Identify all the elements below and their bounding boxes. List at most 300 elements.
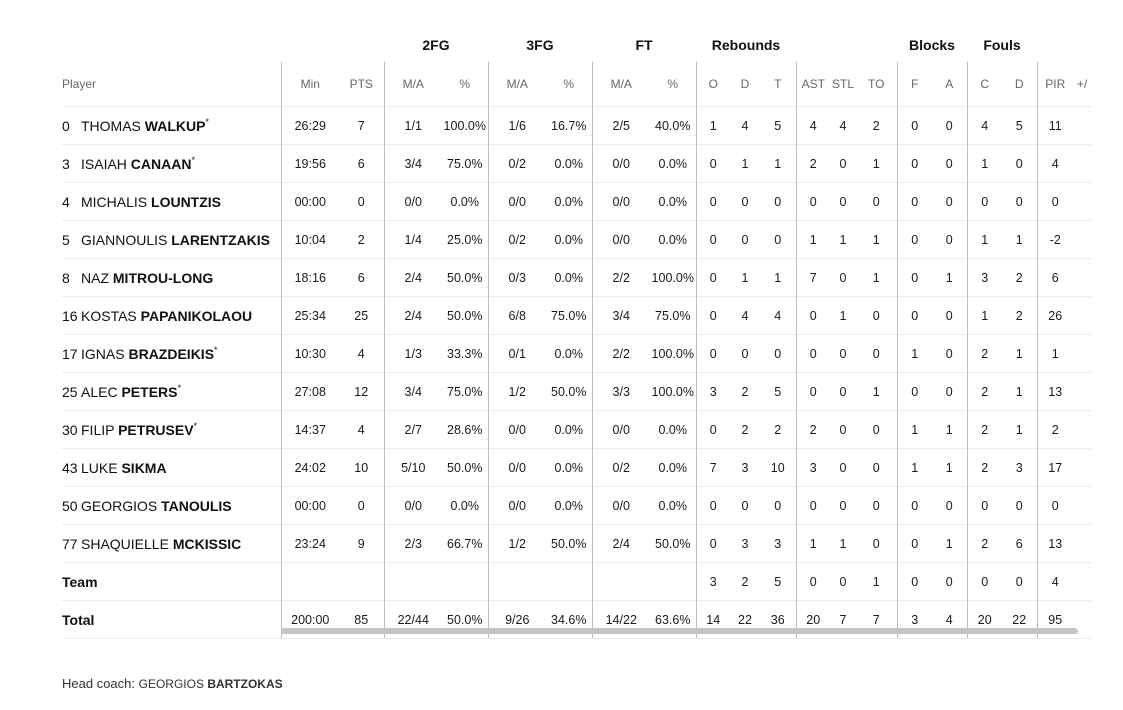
cell-3fg-pct: 0.0% [546, 259, 592, 297]
cell-ast: 0 [796, 183, 830, 221]
col-stl[interactable]: STL [831, 77, 854, 91]
cell-2fg-ma: 22/44 [384, 601, 442, 639]
cell-foul-c: 2 [967, 335, 1002, 373]
cell-ast: 3 [796, 449, 830, 487]
cell-ast: 2 [796, 411, 830, 449]
cell-ft-ma: 0/0 [592, 221, 650, 259]
col-pir[interactable]: PIR [1037, 62, 1073, 107]
cell-3fg-ma: 6/8 [488, 297, 546, 335]
team-row [62, 563, 1091, 601]
table-row [62, 183, 1091, 221]
cell-blk-a: 0 [932, 297, 967, 335]
cell-foul-c: 2 [967, 449, 1002, 487]
group-fouls: Fouls [983, 37, 1021, 53]
cell-blk-f: 1 [897, 411, 932, 449]
group-2fg: 2FG [422, 37, 450, 53]
cell-blk-f: 0 [897, 373, 932, 411]
player-name-link[interactable] [81, 118, 205, 134]
cell-plus-minus [1073, 221, 1091, 259]
player-cell [62, 449, 281, 487]
cell-blk-a: 0 [932, 221, 967, 259]
cell-pts: 85 [339, 601, 384, 639]
cell-ft-pct: 0.0% [650, 183, 696, 221]
col-plus-minus[interactable]: +/ [1076, 77, 1088, 91]
player-last-name: PAPANIKOLAOU [140, 307, 253, 324]
cell-2fg-pct: 0.0% [442, 183, 488, 221]
cell-reb-t: 5 [760, 107, 796, 145]
cell-reb-o: 0 [696, 297, 730, 335]
player-last-name: PETERS [121, 383, 178, 400]
player-last-name: LOUNTZIS [151, 193, 222, 210]
cell-ft-pct: 100.0% [650, 335, 696, 373]
starter-marker: * [191, 154, 195, 165]
cell-ft-ma: 14/22 [592, 601, 650, 639]
cell-foul-c: 1 [967, 297, 1002, 335]
player-cell [62, 107, 281, 145]
cell-2fg-ma: 3/4 [384, 145, 442, 183]
cell-2fg-ma: 1/3 [384, 335, 442, 373]
cell-3fg-pct: 0.0% [546, 449, 592, 487]
cell-reb-t: 3 [760, 525, 796, 563]
cell-plus-minus [1073, 297, 1091, 335]
cell-ast: 20 [796, 601, 830, 639]
cell-pts: 6 [339, 259, 384, 297]
cell-plus-minus [1073, 145, 1091, 183]
table-row [62, 297, 1091, 335]
cell-plus-minus [1073, 487, 1091, 525]
col-pts[interactable]: PTS [349, 77, 373, 91]
cell-reb-d: 3 [730, 525, 760, 563]
cell-ast: 2 [796, 145, 830, 183]
cell-3fg-ma: 0/0 [488, 487, 546, 525]
cell-2fg-pct [442, 563, 488, 601]
col-player[interactable]: Player [62, 77, 97, 91]
player-cell [62, 525, 281, 563]
cell-pts: 6 [339, 145, 384, 183]
player-rows [62, 107, 1091, 639]
cell-to: 0 [856, 297, 897, 335]
cell-reb-d: 1 [730, 259, 760, 297]
player-cell [62, 259, 281, 297]
cell-stl: 0 [830, 411, 856, 449]
col-reb-o[interactable]: O [696, 62, 730, 107]
cell-ast: 0 [796, 373, 830, 411]
cell-blk-a: 0 [932, 145, 967, 183]
cell-foul-c: 0 [967, 487, 1002, 525]
cell-stl: 1 [830, 525, 856, 563]
cell-stl: 4 [830, 107, 856, 145]
cell-pts: 9 [339, 525, 384, 563]
cell-3fg-ma: 0/2 [488, 221, 546, 259]
horizontal-scrollbar[interactable] [281, 628, 1078, 634]
col-foul-c[interactable]: C [967, 62, 1002, 107]
cell-min: 14:37 [281, 411, 339, 449]
cell-pir: 13 [1037, 373, 1073, 411]
cell-blk-f: 0 [897, 525, 932, 563]
cell-stl: 1 [830, 297, 856, 335]
col-2fg-pct[interactable]: % [459, 77, 471, 91]
cell-to: 0 [856, 183, 897, 221]
cell-reb-t: 1 [760, 259, 796, 297]
cell-2fg-ma: 2/4 [384, 297, 442, 335]
col-3fg-ma[interactable]: M/A [488, 62, 546, 107]
cell-pts: 10 [339, 449, 384, 487]
cell-reb-t: 4 [760, 297, 796, 335]
cell-3fg-pct: 0.0% [546, 335, 592, 373]
cell-reb-d: 0 [730, 221, 760, 259]
cell-ft-ma: 2/2 [592, 259, 650, 297]
cell-pts: 0 [339, 183, 384, 221]
player-number: 3 [62, 155, 70, 172]
player-first-name: IGNAS [81, 345, 125, 362]
col-ft-pct[interactable]: % [667, 77, 679, 91]
cell-ft-pct: 0.0% [650, 145, 696, 183]
player-first-name: SHAQUIELLE [81, 535, 169, 552]
table-row [62, 487, 1091, 525]
cell-ft-pct: 100.0% [650, 373, 696, 411]
starter-marker: * [214, 344, 218, 355]
cell-to: 0 [856, 525, 897, 563]
cell-reb-t: 5 [760, 563, 796, 601]
cell-foul-c: 4 [967, 107, 1002, 145]
cell-3fg-pct: 34.6% [546, 601, 592, 639]
cell-reb-t: 0 [760, 183, 796, 221]
column-header-row [62, 62, 1091, 107]
player-first-name: GIANNOULIS [81, 231, 168, 248]
player-name-link[interactable] [81, 156, 191, 172]
cell-reb-d: 2 [730, 563, 760, 601]
group-empty [1037, 28, 1091, 62]
cell-blk-f: 0 [897, 145, 932, 183]
cell-reb-o: 0 [696, 487, 730, 525]
cell-reb-d: 22 [730, 601, 760, 639]
cell-min: 00:00 [281, 487, 339, 525]
player-number: 16 [62, 307, 78, 324]
cell-foul-c: 0 [967, 183, 1002, 221]
cell-pts: 0 [339, 487, 384, 525]
cell-3fg-ma: 1/2 [488, 373, 546, 411]
player-name-link[interactable] [81, 498, 232, 514]
cell-2fg-pct: 75.0% [442, 145, 488, 183]
cell-reb-d: 3 [730, 449, 760, 487]
cell-reb-d: 2 [730, 411, 760, 449]
cell-plus-minus [1073, 373, 1091, 411]
cell-stl: 0 [830, 183, 856, 221]
group-rebounds: Rebounds [711, 37, 781, 53]
table-row [62, 411, 1091, 449]
cell-foul-d: 1 [1002, 221, 1037, 259]
cell-3fg-ma: 0/0 [488, 183, 546, 221]
cell-reb-o: 0 [696, 221, 730, 259]
cell-stl: 0 [830, 373, 856, 411]
player-first-name: ALEC [81, 383, 118, 400]
cell-stl: 1 [830, 221, 856, 259]
cell-blk-a: 0 [932, 335, 967, 373]
player-number: 0 [62, 117, 70, 134]
cell-2fg-pct: 75.0% [442, 373, 488, 411]
col-reb-t[interactable]: T [774, 77, 782, 91]
cell-3fg-pct: 75.0% [546, 297, 592, 335]
cell-min: 10:04 [281, 221, 339, 259]
player-first-name: NAZ [81, 269, 109, 286]
col-blk-f[interactable]: F [897, 62, 932, 107]
cell-3fg-pct: 0.0% [546, 487, 592, 525]
cell-reb-d: 4 [730, 107, 760, 145]
stat-group-header-row [62, 28, 1091, 62]
player-name-link[interactable] [81, 270, 213, 286]
cell-min: 00:00 [281, 183, 339, 221]
cell-reb-d: 0 [730, 487, 760, 525]
cell-2fg-ma: 1/1 [384, 107, 442, 145]
cell-reb-t: 1 [760, 145, 796, 183]
player-name-link[interactable] [81, 232, 270, 248]
cell-pts [339, 563, 384, 601]
group-blocks: Blocks [909, 37, 955, 53]
cell-2fg-ma: 3/4 [384, 373, 442, 411]
cell-2fg-pct: 50.0% [442, 297, 488, 335]
player-last-name: MITROU-LONG [112, 269, 214, 286]
cell-ft-pct: 0.0% [650, 487, 696, 525]
col-ast[interactable]: AST [796, 62, 830, 107]
cell-ft-pct [650, 563, 696, 601]
player-last-name: SIKMA [121, 459, 167, 476]
cell-blk-a: 4 [932, 601, 967, 639]
player-name-link[interactable] [81, 308, 252, 324]
group-empty [339, 28, 384, 62]
cell-min: 200:00 [281, 601, 339, 639]
cell-stl: 0 [830, 563, 856, 601]
cell-ast: 7 [796, 259, 830, 297]
cell-ft-ma: 0/0 [592, 145, 650, 183]
cell-foul-d: 6 [1002, 525, 1037, 563]
cell-ast: 0 [796, 297, 830, 335]
cell-reb-o: 0 [696, 145, 730, 183]
cell-foul-d: 3 [1002, 449, 1037, 487]
cell-blk-a: 0 [932, 487, 967, 525]
cell-2fg-ma: 2/7 [384, 411, 442, 449]
cell-foul-c: 2 [967, 411, 1002, 449]
cell-min: 19:56 [281, 145, 339, 183]
head-coach-label: Head coach: [62, 676, 135, 691]
player-number: 17 [62, 345, 78, 362]
player-name-link[interactable] [81, 346, 214, 362]
cell-blk-a: 0 [932, 373, 967, 411]
cell-pir: -2 [1037, 221, 1073, 259]
cell-3fg-ma: 9/26 [488, 601, 546, 639]
cell-blk-a: 1 [932, 449, 967, 487]
cell-to: 0 [856, 411, 897, 449]
group-empty [62, 28, 281, 62]
cell-ast: 1 [796, 221, 830, 259]
col-2fg-ma[interactable]: M/A [384, 62, 442, 107]
cell-pts: 12 [339, 373, 384, 411]
cell-reb-o: 0 [696, 259, 730, 297]
cell-foul-c: 1 [967, 221, 1002, 259]
cell-pir: 2 [1037, 411, 1073, 449]
player-last-name: WALKUP [144, 117, 206, 134]
player-cell [62, 411, 281, 449]
cell-reb-d: 4 [730, 297, 760, 335]
cell-blk-f: 0 [897, 221, 932, 259]
cell-ft-ma [592, 563, 650, 601]
col-reb-d[interactable]: D [740, 77, 750, 91]
player-number: 30 [62, 421, 78, 438]
player-first-name: ISAIAH [81, 155, 127, 172]
cell-foul-d: 0 [1002, 487, 1037, 525]
cell-stl: 0 [830, 487, 856, 525]
cell-to: 0 [856, 335, 897, 373]
cell-ast: 0 [796, 487, 830, 525]
cell-blk-f: 0 [897, 107, 932, 145]
col-3fg-pct[interactable]: % [563, 77, 575, 91]
cell-blk-a: 0 [932, 563, 967, 601]
cell-to: 0 [856, 487, 897, 525]
cell-plus-minus [1073, 259, 1091, 297]
cell-ast: 0 [796, 563, 830, 601]
cell-pir: 0 [1037, 183, 1073, 221]
table-row [62, 525, 1091, 563]
cell-reb-t: 36 [760, 601, 796, 639]
coach-last-name: BARTZOKAS [207, 677, 283, 691]
cell-ft-ma: 0/2 [592, 449, 650, 487]
player-name-link[interactable] [81, 194, 221, 210]
cell-foul-c: 2 [967, 373, 1002, 411]
cell-pts: 2 [339, 221, 384, 259]
cell-2fg-pct: 66.7% [442, 525, 488, 563]
player-first-name: KOSTAS [81, 307, 137, 324]
cell-2fg-ma [384, 563, 442, 601]
cell-2fg-pct: 28.6% [442, 411, 488, 449]
cell-reb-t: 0 [760, 335, 796, 373]
cell-pts: 4 [339, 411, 384, 449]
cell-2fg-pct: 50.0% [442, 259, 488, 297]
team-row-label: Team [62, 563, 281, 601]
cell-min: 18:16 [281, 259, 339, 297]
cell-pir: 1 [1037, 335, 1073, 373]
cell-3fg-pct: 0.0% [546, 221, 592, 259]
table-row [62, 259, 1091, 297]
cell-ft-pct: 40.0% [650, 107, 696, 145]
col-to[interactable]: TO [868, 77, 885, 91]
col-blk-a[interactable]: A [945, 77, 954, 91]
table-row [62, 373, 1091, 411]
head-coach-name [139, 677, 283, 691]
cell-ft-pct: 75.0% [650, 297, 696, 335]
cell-3fg-ma: 0/2 [488, 145, 546, 183]
cell-ft-ma: 0/0 [592, 487, 650, 525]
cell-reb-t: 10 [760, 449, 796, 487]
cell-ft-ma: 0/0 [592, 183, 650, 221]
cell-plus-minus [1073, 107, 1091, 145]
cell-3fg-pct [546, 563, 592, 601]
player-cell [62, 183, 281, 221]
player-cell [62, 487, 281, 525]
cell-reb-o: 3 [696, 563, 730, 601]
cell-pir: 11 [1037, 107, 1073, 145]
cell-blk-a: 0 [932, 183, 967, 221]
player-first-name: MICHALIS [81, 193, 148, 210]
player-last-name: MCKISSIC [172, 535, 242, 552]
player-first-name: FILIP [81, 421, 115, 438]
player-name-link[interactable] [81, 536, 241, 552]
cell-foul-d: 1 [1002, 335, 1037, 373]
cell-3fg-ma: 1/6 [488, 107, 546, 145]
player-number: 43 [62, 459, 78, 476]
cell-min: 25:34 [281, 297, 339, 335]
cell-blk-f: 0 [897, 259, 932, 297]
cell-3fg-pct: 0.0% [546, 183, 592, 221]
cell-pts: 7 [339, 107, 384, 145]
group-empty [281, 28, 339, 62]
player-number: 77 [62, 535, 78, 552]
table-row [62, 335, 1091, 373]
player-last-name: LARENTZAKIS [171, 231, 271, 248]
cell-ft-ma: 3/3 [592, 373, 650, 411]
cell-blk-f: 1 [897, 449, 932, 487]
table-row [62, 221, 1091, 259]
cell-ft-ma: 3/4 [592, 297, 650, 335]
player-last-name: TANOULIS [161, 497, 232, 514]
cell-3fg-ma: 0/3 [488, 259, 546, 297]
cell-pts: 4 [339, 335, 384, 373]
col-ft-ma[interactable]: M/A [592, 62, 650, 107]
cell-2fg-pct: 25.0% [442, 221, 488, 259]
cell-stl: 0 [830, 259, 856, 297]
group-empty [796, 28, 897, 62]
total-row-label: Total [62, 601, 281, 639]
starter-marker: * [193, 420, 198, 431]
col-min[interactable]: Min [281, 62, 339, 107]
table-row [62, 145, 1091, 183]
cell-min: 27:08 [281, 373, 339, 411]
player-name-link[interactable] [81, 422, 194, 438]
cell-pir: 17 [1037, 449, 1073, 487]
col-foul-d[interactable]: D [1014, 77, 1024, 91]
cell-min: 24:02 [281, 449, 339, 487]
cell-3fg-ma: 0/0 [488, 411, 546, 449]
cell-plus-minus [1073, 335, 1091, 373]
cell-reb-d: 1 [730, 145, 760, 183]
cell-ft-pct: 0.0% [650, 411, 696, 449]
cell-foul-d: 5 [1002, 107, 1037, 145]
cell-reb-t: 2 [760, 411, 796, 449]
player-name-link[interactable] [81, 460, 167, 476]
cell-blk-f: 0 [897, 297, 932, 335]
cell-2fg-pct: 50.0% [442, 449, 488, 487]
group-ft: FT [635, 37, 653, 53]
cell-3fg-pct: 0.0% [546, 411, 592, 449]
cell-reb-o: 0 [696, 183, 730, 221]
cell-3fg-ma: 0/0 [488, 449, 546, 487]
cell-blk-f: 0 [897, 563, 932, 601]
cell-stl: 0 [830, 145, 856, 183]
cell-2fg-pct: 50.0% [442, 601, 488, 639]
cell-pir: 13 [1037, 525, 1073, 563]
cell-to: 1 [856, 145, 897, 183]
cell-plus-minus [1073, 411, 1091, 449]
starter-marker: * [177, 382, 181, 393]
cell-2fg-ma: 2/3 [384, 525, 442, 563]
cell-ft-ma: 2/2 [592, 335, 650, 373]
player-first-name: LUKE [81, 459, 118, 476]
cell-3fg-ma [488, 563, 546, 601]
player-number: 5 [62, 231, 70, 248]
cell-3fg-pct: 16.7% [546, 107, 592, 145]
cell-foul-c: 20 [967, 601, 1002, 639]
player-name-link[interactable] [81, 384, 177, 400]
cell-2fg-pct: 33.3% [442, 335, 488, 373]
cell-2fg-ma: 2/4 [384, 259, 442, 297]
